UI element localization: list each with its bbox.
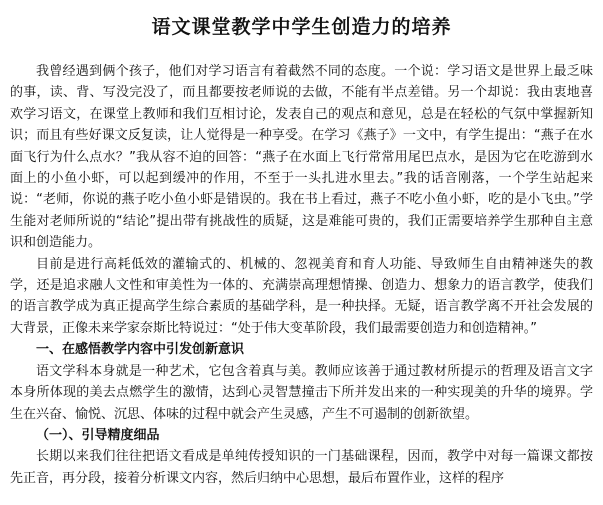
section-heading-1: 一、在感悟教学内容中引发创新意识 [36, 342, 245, 358]
document-body [10, 61, 593, 489]
intro-paragraph-2: 目前是进行高耗低效的灌输式的、机械的、忽视美育和育人功能、导致师生自由精神迷失的教学，还是追求融人文性和审美性为一体的、充满崇高理想情操、创造力、想象力的语言教学，使我们的语言教学成为真正提高学生综合素质的基础学科，是一种抉择。无疑，语言教学离不开社会发展的大背景，正像未来学家奈斯比特说过：“处于伟大变革阶段，我们最需要创造力和创造精神。” [10, 256, 593, 336]
intro-paragraph-1: 我曾经遇到俩个孩子，他们对学习语言有着截然不同的态度。一个说：学习语文是世界上最乏味的事，读、背、写没完没了，而且都要按老师说的去做，不能有半点差错。另一个却说：我由衷地喜欢学习语文，在课堂上教师和我们互相讨论，发表自己的观点和意见，总是在轻松的气氛中掌握新知识；而且有些好课文反复读，让人觉得是一种享受。在学习《燕子》一文中，有学生提出：“燕子在水面飞行为什么点水？”我从容不迫的回答：“燕子在水面上飞行常常用尾巴点水，是因为它在吃游到水面上的小鱼小虾，可以起到缓冲的作用，不至于一头扎进水里去。”我的话音刚落，一个学生站起来说：“老师，你说的燕子吃小鱼小虾是错误的。我在书上看过，燕子不吃小鱼小虾，吃的是小飞虫。”学生能对老师所说的“结论”提出带有挑战性的质疑，这是难能可贵的，我们正需要培养学生那种自主意识和创造能力。 [10, 64, 593, 251]
subsection-heading-1: （一）、引导精度细品 [36, 427, 160, 443]
document-title: 语文课堂教学中学生创造力的培养 [151, 16, 452, 38]
subsection-paragraph-1: 长期以来我们往往把语文看成是单纯传授知识的一门基础课程，因而，教学中对每一篇课文都按先正音，再分段，接着分析课文内容，然后归纳中心思想，最后布置作业，这样的程序 [10, 449, 593, 486]
section-paragraph-1: 语文学科本身就是一种艺术，它包含着真与美。教师应该善于通过教材所提示的哲理及语言文字本身所体现的美去点燃学生的激情，达到心灵智慧撞击下所并发出来的一种实现美的升华的境界。学生在兴奋、愉悦、沉思、体味的过程中就会产生灵感，产生不可遏制的创新欲望。 [10, 363, 593, 422]
